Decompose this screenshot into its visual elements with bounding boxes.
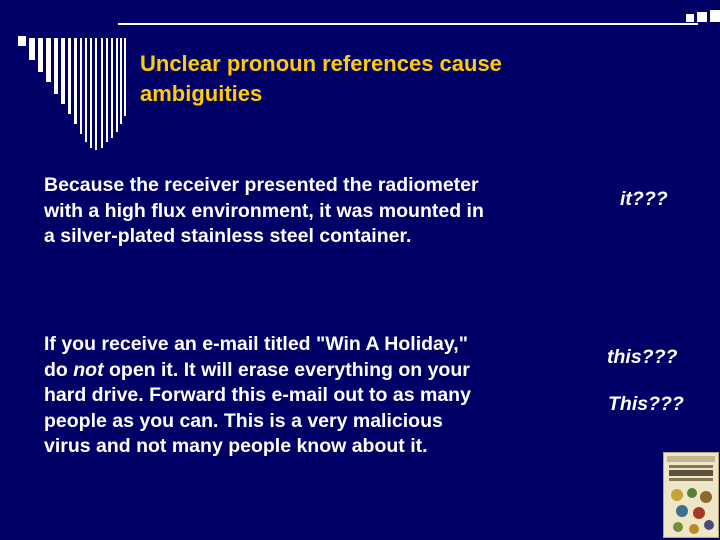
example-paragraph-1 (44, 173, 604, 250)
example-2-line-2-start: do (44, 358, 74, 381)
example-1-line-3: a silver-plated stainless steel container. (44, 225, 412, 247)
example-2-line-1: If you receive an e-mail titled "Win A Holiday," (44, 333, 468, 355)
book-cover-art (664, 453, 718, 537)
slide-title-line-2: ambiguities (140, 81, 263, 106)
example-2-line-2-end: open it. It will erase everything on your (103, 358, 470, 381)
example-2-line-2 (44, 358, 604, 384)
example-1-line-1: Because the receiver presented the radiometer (44, 174, 479, 196)
annotation-this-lower: this??? (607, 346, 678, 368)
example-2-line-3: hard drive. Forward this e-mail out to as many (44, 384, 471, 406)
example-2-line-4: people as you can. This is a very malicious (44, 409, 443, 432)
emphasis-not: not (73, 358, 104, 381)
example-1-line-2: with a high flux environment, it was mounted in (44, 199, 484, 222)
annotation-it: it??? (620, 188, 668, 210)
annotation-this-upper: This??? (608, 393, 684, 415)
example-paragraph-2 (44, 332, 604, 460)
slide-title-line-1: Unclear pronoun references cause (140, 51, 502, 76)
example-2-line-5: virus and not many people know about it. (44, 435, 428, 457)
slide-title (140, 49, 660, 109)
book-cover-image (663, 452, 719, 538)
